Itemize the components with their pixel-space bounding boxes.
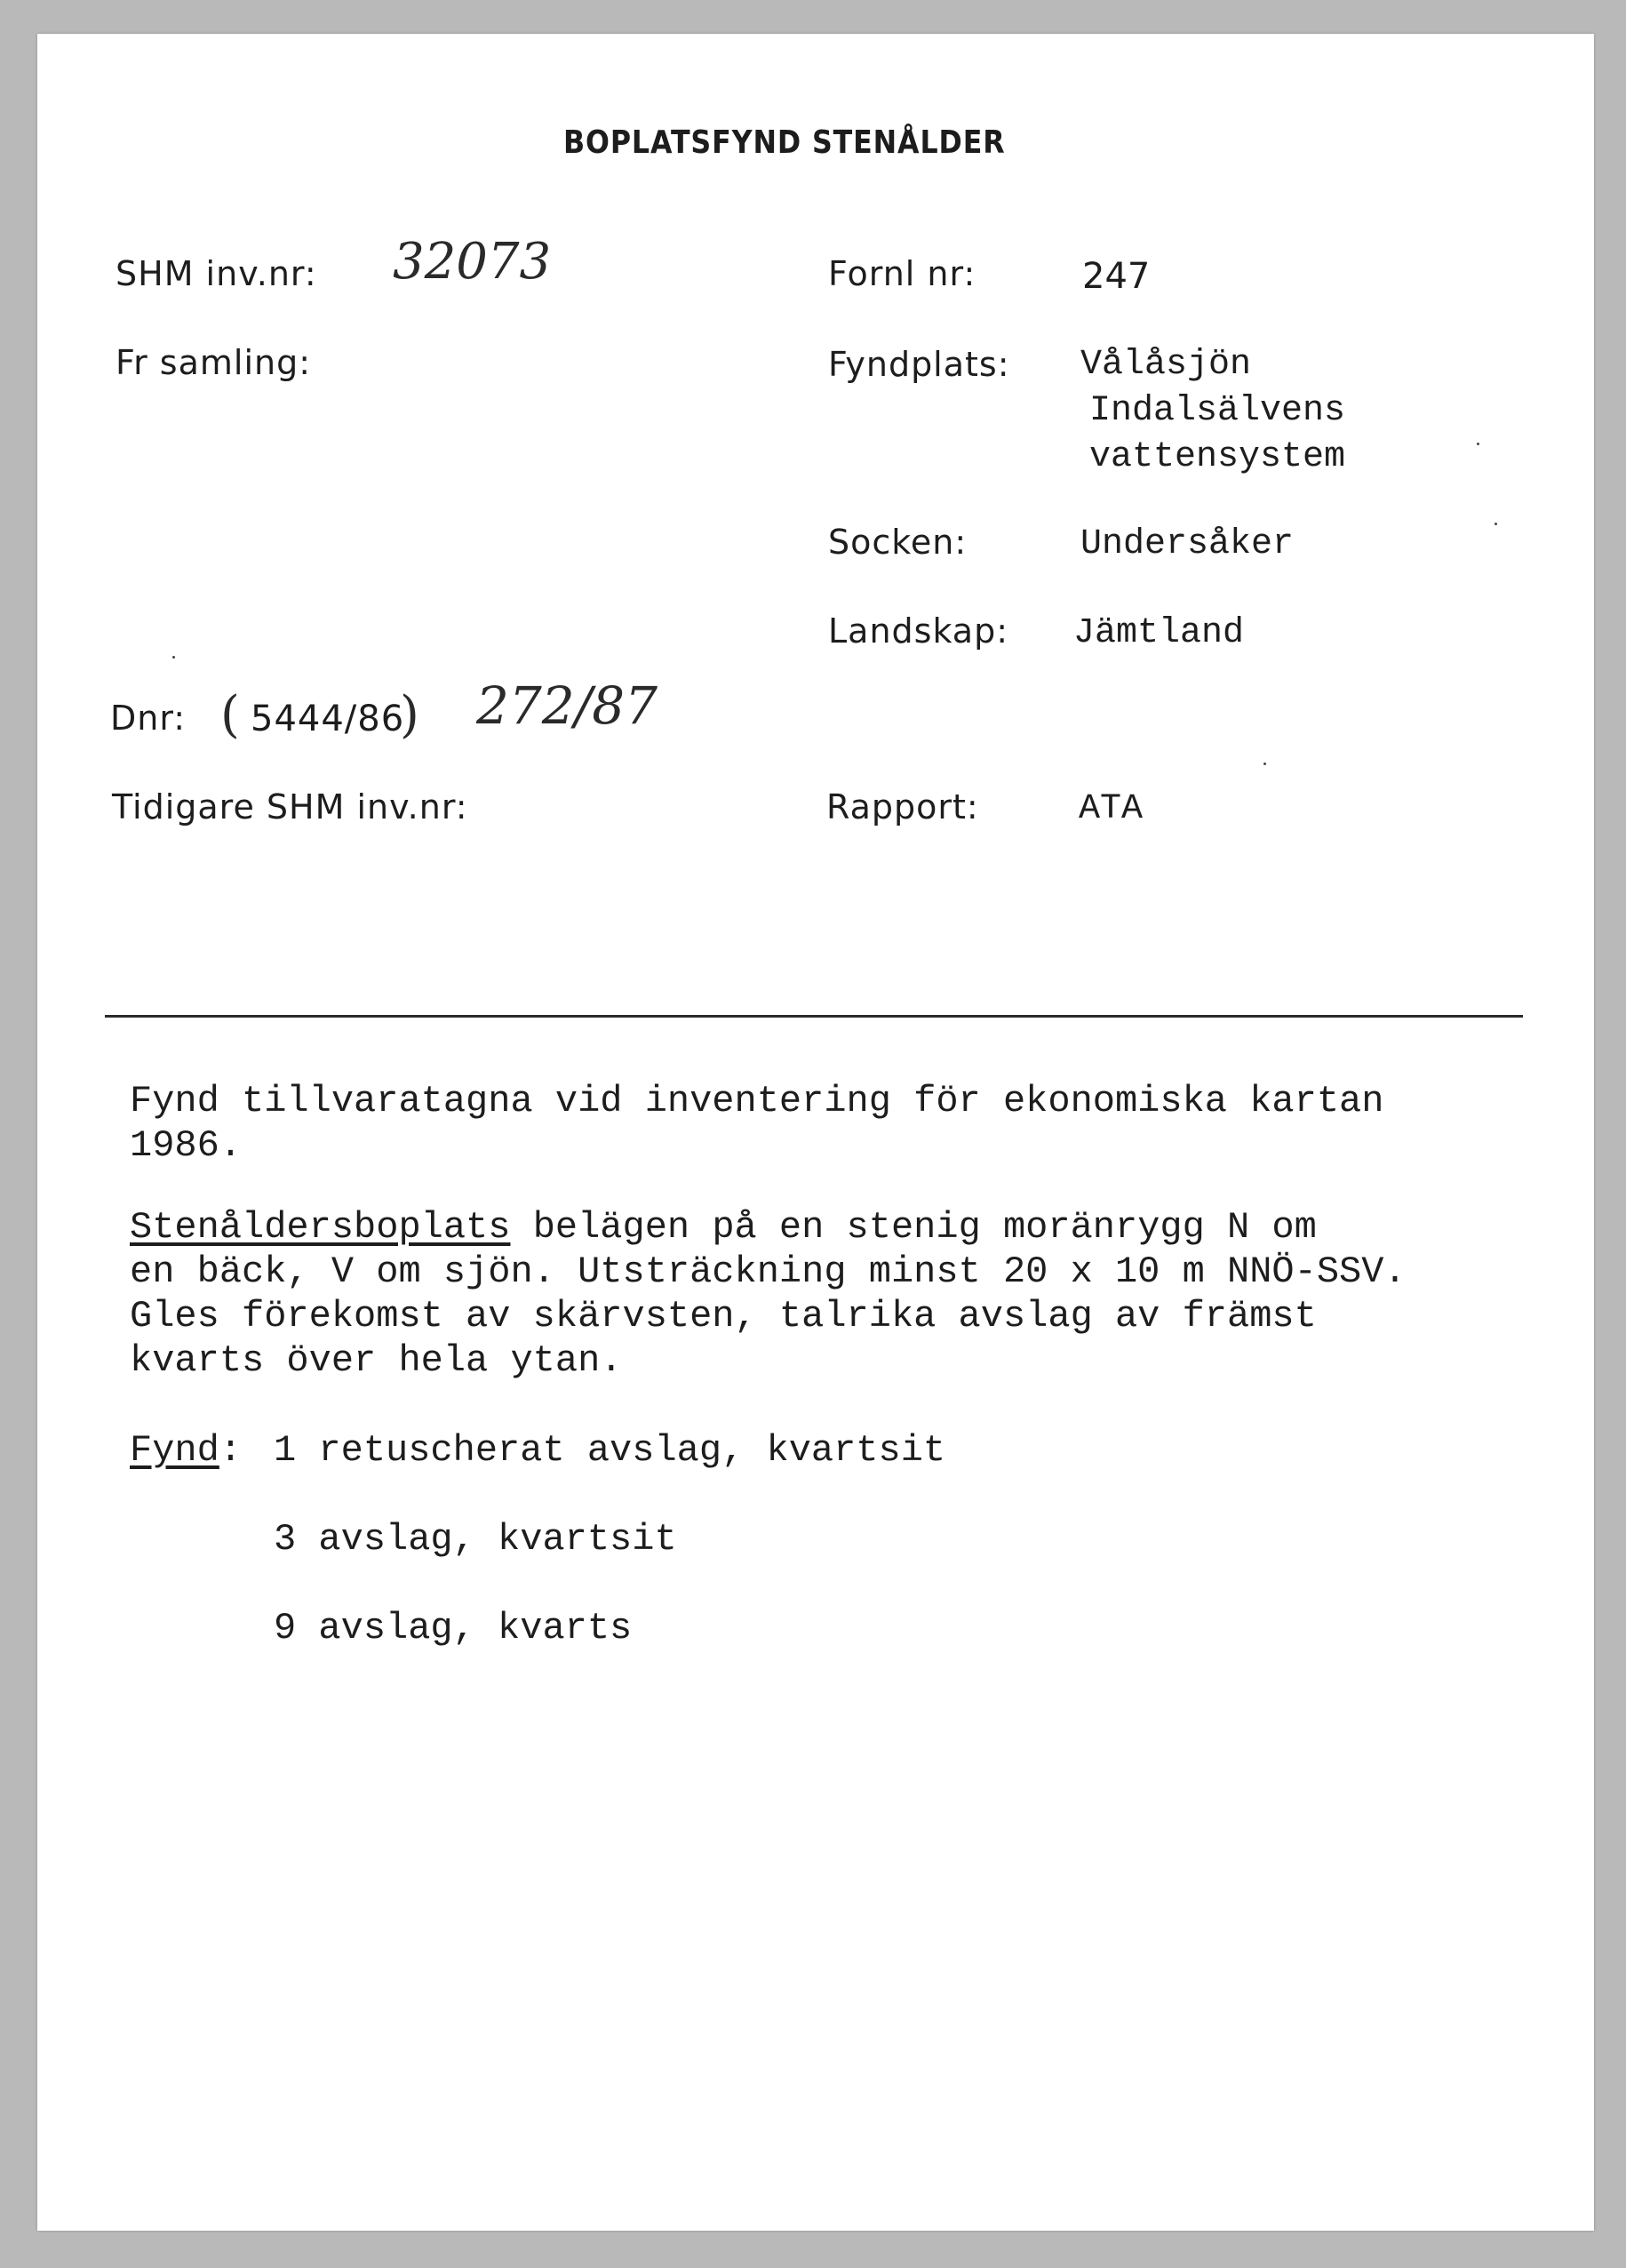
- site-line-1-rest: belägen på en stenig moränrygg N om: [510, 1206, 1317, 1249]
- shm-inv-value: 32073: [393, 233, 552, 291]
- fyndplats-line-2: Indalsälvens: [1089, 391, 1346, 431]
- site-line-3: Gles förekomst av skärvsten, talrika avslag av främst: [130, 1295, 1317, 1338]
- fyndplats-line-1: Vålåsjön: [1080, 345, 1252, 385]
- fyndplats-line-3: vattensystem: [1089, 437, 1346, 477]
- site-line-4: kvarts över hela ytan.: [130, 1339, 623, 1382]
- dnr-close-paren: ): [400, 686, 419, 744]
- rapport-label: Rapport:: [826, 787, 979, 827]
- archive-card: [37, 34, 1594, 2231]
- scan-speck: [1494, 523, 1497, 525]
- fornl-nr-label: Fornl nr:: [828, 254, 976, 293]
- intro-paragraph: [130, 1079, 1383, 1168]
- finds-colon: :: [219, 1429, 243, 1472]
- scan-speck: [172, 656, 175, 659]
- landskap-label: Landskap:: [828, 611, 1009, 651]
- fornl-nr-value: 247: [1082, 256, 1151, 297]
- intro-line-2: 1986.: [130, 1124, 243, 1167]
- scan-speck: [1263, 763, 1266, 765]
- fr-samling-label: Fr samling:: [116, 343, 312, 382]
- site-term: Stenåldersboplats: [130, 1206, 511, 1249]
- socken-value: Undersåker: [1080, 524, 1295, 564]
- dnr-typed-value: 5444/86: [251, 699, 405, 739]
- dnr-open-paren: (: [220, 686, 240, 744]
- scan-speck: [1477, 443, 1479, 445]
- finds-heading: [130, 1429, 242, 1472]
- dnr-label: Dnr:: [110, 699, 187, 738]
- section-divider: [105, 1015, 1523, 1018]
- finds-label: Fynd: [130, 1429, 219, 1472]
- site-line-2: en bäck, V om sjön. Utsträckning minst 20 x 10 m NNÖ-SSV.: [130, 1250, 1407, 1293]
- fyndplats-label: Fyndplats:: [828, 345, 1010, 384]
- card-title: BOPLATSFYND STENÅLDER: [563, 124, 1006, 161]
- site-paragraph: [130, 1205, 1407, 1383]
- socken-label: Socken:: [828, 523, 968, 562]
- dnr-handwritten-value: 272/87: [476, 675, 658, 736]
- rapport-value: ATA: [1079, 789, 1144, 829]
- tidigare-shm-label: Tidigare SHM inv.nr:: [112, 787, 468, 827]
- find-item-3: 9 avslag, kvarts: [274, 1607, 633, 1649]
- intro-line-1: Fynd tillvaratagna vid inventering för ekonomiska kartan: [130, 1080, 1384, 1122]
- find-item-2: 3 avslag, kvartsit: [274, 1518, 677, 1561]
- landskap-value: Jämtland: [1073, 613, 1245, 653]
- find-item-1: 1 retuscherat avslag, kvartsit: [274, 1429, 946, 1472]
- shm-inv-label: SHM inv.nr:: [116, 254, 317, 293]
